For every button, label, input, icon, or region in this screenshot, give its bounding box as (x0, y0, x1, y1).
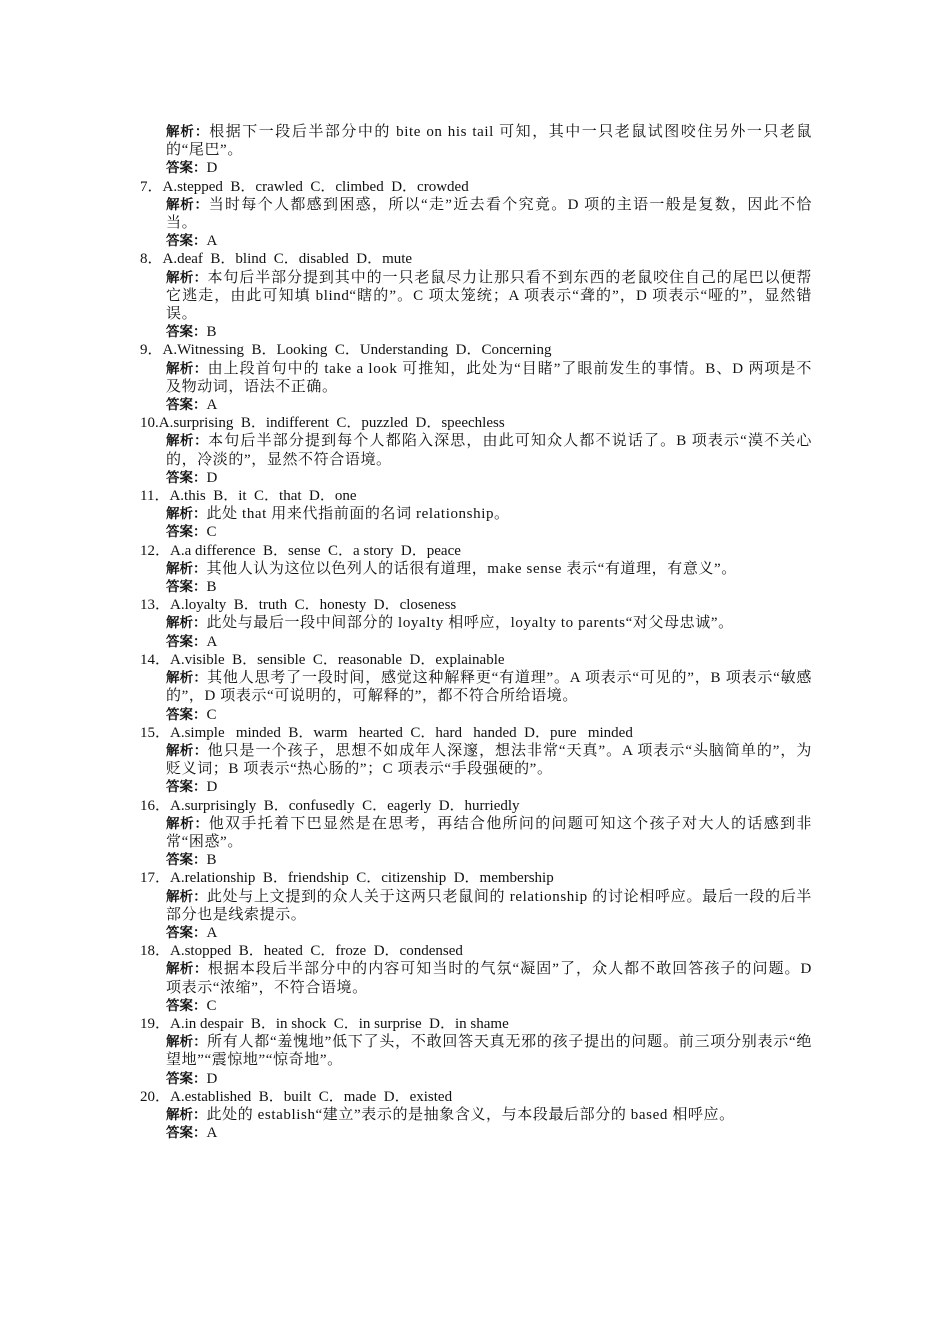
analysis-label: 解析： (166, 742, 208, 759)
question-explanation (140, 742, 812, 778)
question-answer (140, 706, 812, 724)
question-options-line (140, 487, 812, 505)
question-explanation (140, 960, 812, 996)
answer-label: 答案： (166, 160, 207, 177)
answer-label: 答案： (166, 324, 207, 341)
question-number: 14． (140, 651, 171, 668)
question-answer-value: A (206, 397, 218, 414)
question-answer-value: B (206, 852, 217, 869)
question-answer (140, 396, 812, 414)
question-explanation-text: 此处与最后一段中间部分的 loyalty 相呼应，loyalty to parents“对父母忠诚”。 (206, 615, 734, 632)
question-answer (140, 523, 812, 541)
analysis-label: 解析： (166, 560, 207, 577)
question-options-line (140, 651, 812, 669)
question-number: 8． (140, 251, 163, 268)
answer-label: 答案： (166, 706, 207, 723)
analysis-label: 解析： (166, 506, 207, 523)
analysis-label: 解析： (166, 1106, 207, 1123)
answer-key-block (140, 123, 812, 1142)
analysis-label: 解析： (166, 360, 208, 377)
question-number: 18． (140, 943, 171, 960)
question-options-line (140, 1088, 812, 1106)
question-answer (140, 469, 812, 487)
analysis-label: 解析： (166, 888, 207, 905)
intro-answer (140, 159, 812, 177)
question-number: 17． (140, 870, 171, 887)
question-explanation-text: 当时每个人都感到困惑，所以“走”近去看个究竟。D 项的主语一般是复数，因此不恰当。 (166, 196, 813, 232)
question-explanation (140, 505, 812, 523)
question-answer-value: B (206, 579, 217, 596)
question-explanation (140, 614, 812, 632)
analysis-label: 解析： (166, 670, 208, 687)
answer-label: 答案： (166, 633, 207, 650)
question-item (140, 1015, 812, 1088)
question-explanation-text: 他双手托着下巴显然是在思考，再结合他所问的问题可知这个孩子对大人的话感到非常“困惑”。 (166, 815, 812, 850)
question-explanation-text: 由上段首句中的 take a look 可推知，此处为“目睹”了眼前发生的事情。B、D 两项是不及物动词，语法不正确。 (166, 360, 813, 395)
question-explanation (140, 1106, 812, 1124)
question-item (140, 596, 812, 651)
question-options: A.Witnessing B．Looking C．Understanding D．Concerning (162, 342, 552, 359)
question-answer (140, 578, 812, 596)
question-options-line (140, 942, 812, 960)
question-answer-value: D (206, 1070, 218, 1087)
question-answer-value: C (206, 706, 217, 723)
question-options: A.stepped B．crawled C．climbed D．crowded (162, 178, 469, 195)
question-explanation (140, 560, 812, 578)
question-explanation-text: 本句后半部分提到其中的一只老鼠尽力让那只看不到东西的老鼠咬住自己的尾巴以便帮它逃走，由此可知填 blind“瞎的”。C 项太笼统；A 项表示“聋的”，D 项表示“哑的”，显然错误。 (166, 269, 812, 323)
question-options: A.surprising B．indifferent C．puzzled D．speechless (158, 415, 505, 432)
question-number: 7． (140, 178, 163, 195)
intro-answer-value: D (206, 160, 218, 177)
question-options: A.simple minded B．warm hearted C．hard handed D．pure minded (170, 724, 633, 741)
question-item (140, 1088, 812, 1143)
answer-label: 答案： (166, 1125, 207, 1142)
question-explanation (140, 269, 812, 324)
intro-explanation (140, 123, 812, 159)
analysis-label: 解析： (166, 196, 209, 213)
question-answer-value: A (206, 233, 218, 250)
question-explanation-text: 此处与上文提到的众人关于这两只老鼠间的 relationship 的讨论相呼应。最后一段的后半部分也是线索提示。 (166, 888, 812, 923)
analysis-label: 解析： (166, 269, 208, 286)
answer-label: 答案： (166, 1070, 207, 1087)
question-options-line (140, 724, 812, 742)
question-explanation-text: 此处的 establish“建立”表示的是抽象含义，与本段最后部分的 based 相呼应。 (206, 1106, 735, 1123)
question-number: 19． (140, 1015, 171, 1032)
question-options-line (140, 542, 812, 560)
question-explanation (140, 815, 812, 851)
question-item (140, 487, 812, 542)
question-explanation (140, 669, 812, 705)
question-answer-value: C (206, 524, 217, 541)
question-item (140, 797, 812, 870)
answer-label: 答案： (166, 924, 207, 941)
question-answer (140, 851, 812, 869)
question-answer-value: A (206, 924, 218, 941)
question-item (140, 651, 812, 724)
question-explanation (140, 888, 812, 924)
question-item (140, 178, 812, 251)
question-explanation-text: 根据本段后半部分中的内容可知当时的气氛“凝固”了，众人都不敢回答孩子的问题。D 项表示“浓缩”，不符合语境。 (166, 961, 812, 996)
question-explanation-text: 他只是一个孩子，思想不如成年人深邃，想法非常“天真”。A 项表示“头脑简单的”，为贬义词；B 项表示“热心肠的”；C 项表示“手段强硬的”。 (166, 742, 812, 778)
answer-label: 答案： (166, 233, 207, 250)
question-answer (140, 633, 812, 651)
question-explanation-text: 本句后半部分提到每个人都陷入深思，由此可知众人都不说话了。B 项表示“漠不关心的，冷淡的”，显然不符合语境。 (166, 433, 813, 468)
answer-label: 答案： (166, 524, 207, 541)
question-number: 10. (140, 415, 159, 432)
question-number: 9． (140, 342, 163, 359)
question-number: 15． (140, 724, 171, 741)
question-options: A.visible B．sensible C．reasonable D．explainable (170, 651, 505, 668)
question-number: 12． (140, 542, 171, 559)
question-options-line (140, 178, 812, 196)
question-options-line (140, 596, 812, 614)
question-number: 13． (140, 597, 171, 614)
question-answer-value: A (206, 633, 218, 650)
question-answer (140, 778, 812, 796)
question-options: A.established B．built C．made D．existed (170, 1088, 453, 1105)
question-answer-value: D (206, 469, 218, 486)
question-options-line (140, 869, 812, 887)
question-number: 11． (140, 488, 170, 505)
question-number: 16． (140, 797, 171, 814)
question-options-line (140, 1015, 812, 1033)
question-answer-value: D (206, 779, 218, 796)
question-answer (140, 1124, 812, 1142)
question-answer-value: B (206, 324, 217, 341)
question-item (140, 542, 812, 597)
question-item (140, 942, 812, 1015)
question-explanation (140, 360, 812, 396)
answer-label: 答案： (166, 997, 207, 1014)
question-options: A.relationship B．friendship C．citizenship D．membership (170, 870, 554, 887)
intro-explanation-text: 根据下一段后半部分中的 bite on his tail 可知，其中一只老鼠试图咬住另外一只老鼠的“尾巴”。 (166, 124, 813, 159)
analysis-label: 解析： (166, 815, 209, 832)
answer-label: 答案： (166, 469, 207, 486)
analysis-label: 解析： (166, 433, 209, 450)
answer-label: 答案： (166, 852, 207, 869)
question-options: A.a difference B．sense C．a story D．peace (170, 542, 461, 559)
question-number: 20． (140, 1088, 171, 1105)
question-options-line (140, 341, 812, 359)
answer-label: 答案： (166, 779, 207, 796)
question-options-line (140, 414, 812, 432)
question-explanation-text: 其他人思考了一段时间，感觉这种解释更“有道理”。A 项表示“可见的”，B 项表示“敏感的”，D 项表示“可说明的，可解释的”，都不符合所给语境。 (166, 670, 812, 705)
question-answer (140, 1070, 812, 1088)
question-options: A.stopped B．heated C．froze D．condensed (170, 943, 463, 960)
analysis-label: 解析： (166, 124, 210, 140)
question-answer (140, 232, 812, 250)
analysis-label: 解析： (166, 615, 207, 632)
question-answer (140, 924, 812, 942)
question-answer-value: A (206, 1125, 218, 1142)
question-answer (140, 997, 812, 1015)
question-options-line (140, 250, 812, 268)
question-item (140, 724, 812, 797)
question-options: A.this B．it C．that D．one (169, 488, 357, 505)
question-item (140, 869, 812, 942)
question-answer-value: C (206, 997, 217, 1014)
question-explanation (140, 196, 812, 232)
analysis-label: 解析： (166, 961, 208, 978)
question-answer (140, 323, 812, 341)
question-item (140, 250, 812, 341)
answer-label: 答案： (166, 579, 207, 596)
question-options: A.surprisingly B．confusedly C．eagerly D．hurriedly (170, 797, 520, 814)
question-options: A.loyalty B．truth C．honesty D．closeness (170, 597, 457, 614)
question-list (140, 178, 812, 1143)
question-item (140, 341, 812, 414)
question-options: A.deaf B．blind C．disabled D．mute (162, 251, 413, 268)
question-options-line (140, 797, 812, 815)
question-explanation (140, 1033, 812, 1069)
question-explanation-text: 所有人都“羞愧地”低下了头，不敢回答天真无邪的孩子提出的问题。前三项分别表示“绝望地”“震惊地”“惊奇地”。 (166, 1034, 812, 1069)
analysis-label: 解析： (166, 1034, 207, 1051)
question-explanation-text: 其他人认为这位以色列人的话很有道理，make sense 表示“有道理，有意义”。 (206, 560, 737, 577)
question-options: A.in despair B．in shock C．in surprise D．in shame (170, 1015, 509, 1032)
question-explanation-text: 此处 that 用来代指前面的名词 relationship。 (206, 506, 510, 523)
question-item (140, 414, 812, 487)
intro-item (140, 123, 812, 178)
question-explanation (140, 432, 812, 468)
answer-label: 答案： (166, 397, 207, 414)
